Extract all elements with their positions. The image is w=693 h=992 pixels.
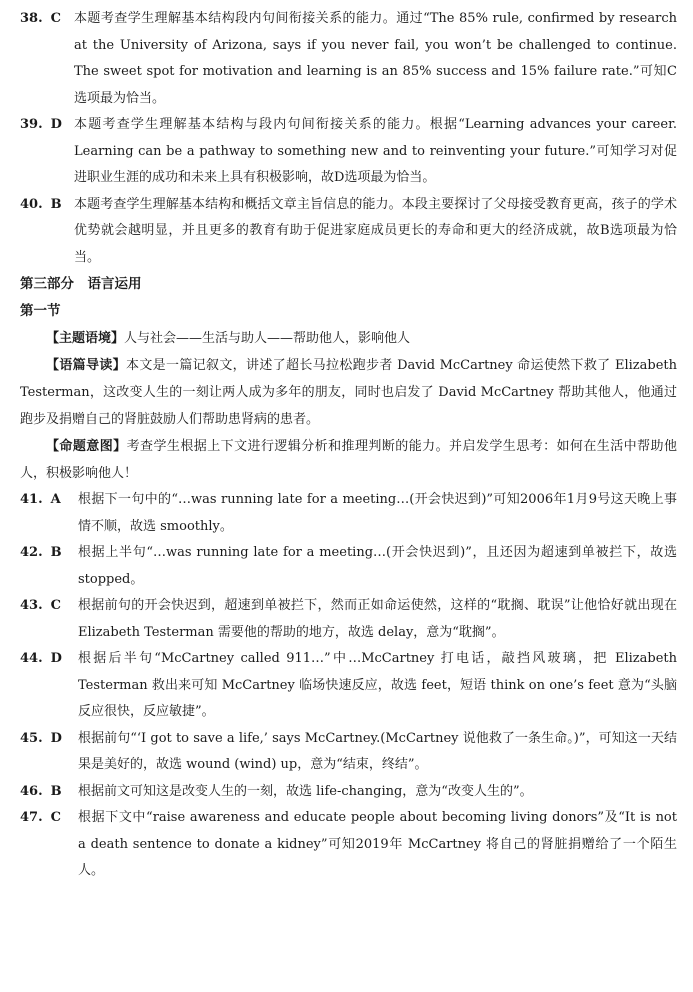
item-explanation: 本题考查学生理解基本结构段内句间衔接关系的能力。通过“The 85% rule, confirmed by research at the University of Arizona, says if you never fail, you won’t be challenged to continue. The sweet spot for motivation and learning is an 85% success and 15% failure rate.”可知C选项最为恰当。 — [74, 11, 677, 106]
item-answer: D — [50, 730, 62, 746]
item-45 — [20, 726, 677, 779]
item-explanation: 根据上半句“…was running late for a meeting…(开会快迟到)”，且还因为超速到单被拦下，故选 stopped。 — [78, 545, 677, 587]
item-number: 43. C — [20, 598, 61, 613]
item-number: 46. B — [20, 783, 62, 799]
item-answer: D — [50, 651, 62, 666]
item-explanation: 根据前句的开会快迟到，超速到单被拦下，然而正如命运使然，这样的“耽搁、耽误”让他恰好就出现在 Elizabeth Testerman 需要他的帮助的地方，故选 delay，意为“耽搁”。 — [78, 598, 677, 640]
item-answer: B — [50, 196, 62, 212]
item-explanation: 根据下一句中的“…was running late for a meeting…(开会快迟到)”可知2006年1月9号这天晚上事情不顺，故选 smoothly。 — [78, 492, 677, 534]
item-44 — [20, 646, 677, 726]
item-number: 40. B — [20, 196, 62, 212]
item-explanation: 根据下文中“raise awareness and educate people about becoming living donors”及“It is not a death sentence to donate a kidney”可知2019年 McCartney 将自己的肾脏捐赠给了一个陌生人。 — [78, 810, 677, 878]
item-explanation: 本题考查学生理解基本结构和概括文章主旨信息的能力。本段主要探讨了父母接受教育更高，孩子的学术优势就会越明显，并且更多的教育有助于促进家庭成员更长的寿命和更大的经济成就，故B选项最为恰当。 — [74, 196, 677, 265]
item-47 — [20, 805, 677, 885]
theme-context — [20, 325, 677, 352]
section-title: 第三部分 语言运用 — [20, 276, 142, 292]
item-answer: B — [50, 783, 62, 799]
item-38 — [20, 6, 677, 112]
item-number: 38. C — [20, 11, 61, 26]
item-46 — [20, 779, 677, 806]
item-answer: B — [50, 545, 62, 560]
item-answer: C — [50, 598, 61, 613]
item-40 — [20, 192, 677, 272]
item-answer: D — [50, 117, 62, 132]
passage-guide — [20, 352, 677, 433]
passage-guide-label: 【语篇导读】 — [46, 358, 126, 373]
item-number: 39. D — [20, 117, 62, 132]
theme-context-text: 人与社会——生活与助人——帮助他人，影响他人 — [124, 331, 411, 346]
theme-context-label: 【主题语境】 — [46, 331, 125, 346]
question-intent-text: 考查学生根据上下文进行逻辑分析和推理判断的能力。并启发学生思考：如何在生活中帮助他人，积极影响他人！ — [20, 439, 677, 481]
item-number: 45. D — [20, 730, 62, 746]
passage-guide-text: 本文是一篇记叙文，讲述了超长马拉松跑步者 David McCartney 命运使然下救了 Elizabeth Testerman，这改变人生的一刻让两人成为多年的朋友，同时也启发了 David McCartney 帮助其他人，他通过跑步及捐赠自己的肾脏鼓励人们帮助患肾病的患者。 — [20, 358, 678, 427]
item-39 — [20, 112, 677, 192]
item-number: 42. B — [20, 545, 62, 560]
item-explanation: 根据前文可知这是改变人生的一刻，故选 life-changing，意为“改变人生的”。 — [78, 783, 533, 799]
item-explanation: 本题考查学生理解基本结构与段内句间衔接关系的能力。根据“Learning advances your career. Learning can be a pathway to something new and to reinventing your future.”可知学习对促进职业生涯的成功和未来上具有积极影响，故D选项最为恰当。 — [74, 117, 677, 185]
item-41 — [20, 487, 677, 540]
item-explanation: 根据前句“‘I got to save a life,’ says McCartney.(McCartney 说他救了一条生命。)”，可知这一天结果是美好的，故选 wound (wind) up，意为“结束，终结”。 — [78, 730, 677, 772]
item-answer: C — [50, 810, 61, 825]
item-number: 47. C — [20, 810, 61, 825]
item-answer: C — [50, 11, 61, 26]
item-answer: A — [50, 492, 61, 507]
item-explanation: 根据后半句“McCartney called 911…”中…McCartney 打电话，敲挡风玻璃，把 Elizabeth Testerman 救出来可知 McCartney 临场快速反应，故选 feet，短语 think on one’s feet 意为“头脑反应很快，反应敏捷”。 — [78, 651, 677, 719]
item-43 — [20, 593, 677, 646]
question-intent-label: 【命题意图】 — [46, 439, 127, 454]
item-number: 44. D — [20, 651, 62, 666]
question-intent — [20, 433, 677, 487]
item-42 — [20, 540, 677, 593]
item-number: 41. A — [20, 492, 61, 507]
subsection-title: 第一节 — [20, 303, 61, 319]
